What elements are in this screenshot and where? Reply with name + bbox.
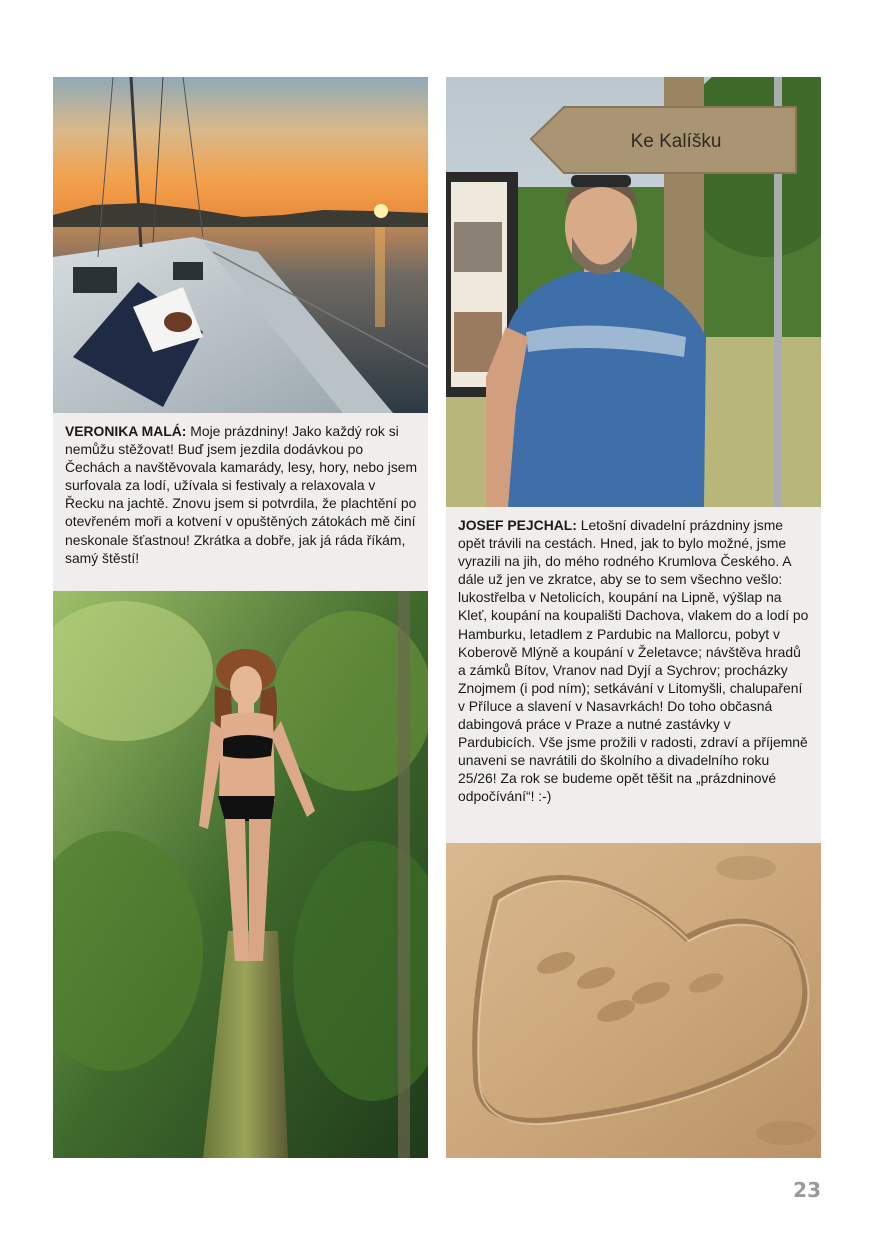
josef-name: JOSEF PEJCHAL: bbox=[458, 517, 577, 533]
signpost-portrait-photo bbox=[446, 77, 821, 507]
veronika-text: Moje prázdniny! Jako každý rok si nemůžu stěžovat! Buď jsem jezdila dodávkou po Čechách a navštěvovala kamarády, lesy, hory, nebo jsem surfovala za lodí, užívala si festivaly a relaxovala v Řecku na jachtě. Znovu jsem si potvrdila, že plachtění po otevřeném moři a kotvení v opuštěných zátokách mě činí neskonale šťastnou! Zkrátka a dobře, jak já ráda říkám, samý štěstí! bbox=[65, 423, 418, 566]
veronika-caption bbox=[53, 413, 428, 591]
veronika-name: VERONIKA MALÁ: bbox=[65, 423, 187, 439]
josef-caption bbox=[446, 507, 821, 843]
forest-log-photo bbox=[53, 591, 428, 1158]
josef-text: Letošní divadelní prázdniny jsme opět trávili na cestách. Hned, jak to bylo možné, jsme vyrazili na jih, do mého rodného Krumlova Českého. A dále už jen ve zkratce, aby se to sem všechno vešlo: lukostřelba v Netolicích, koupání na Lipně, výšlap na Kleť, koupání na koupališti Dachova, vlakem do a lodí po Hamburku, letadlem z Pardubic na Mallorcu, pobyt v Koberově Mlýně a koupání v Želetavce; návštěva hradů a zámků Bítov, Vranov nad Dyjí a Sychrov; procházky Znojmem (i pod ním); setkávání v Litomyšli, chalupaření v Příluce a slavení v Nasavrkách! Do toho občasná dabingová práce v Praze a nutné zastávky v Pardubicích. Vše jsme prožili v radosti, zdraví a příjemně unaveni se navrátili do školního a divadelního roku 25/26! Za rok se budeme opět těšit na „prázdninové odpočívání“! :-) bbox=[458, 517, 809, 805]
page-number: 23 bbox=[793, 1178, 821, 1202]
yacht-sunset-photo bbox=[53, 77, 428, 413]
sand-heart-photo bbox=[446, 843, 821, 1158]
signpost-text: Ke Kalíšku bbox=[630, 131, 722, 152]
